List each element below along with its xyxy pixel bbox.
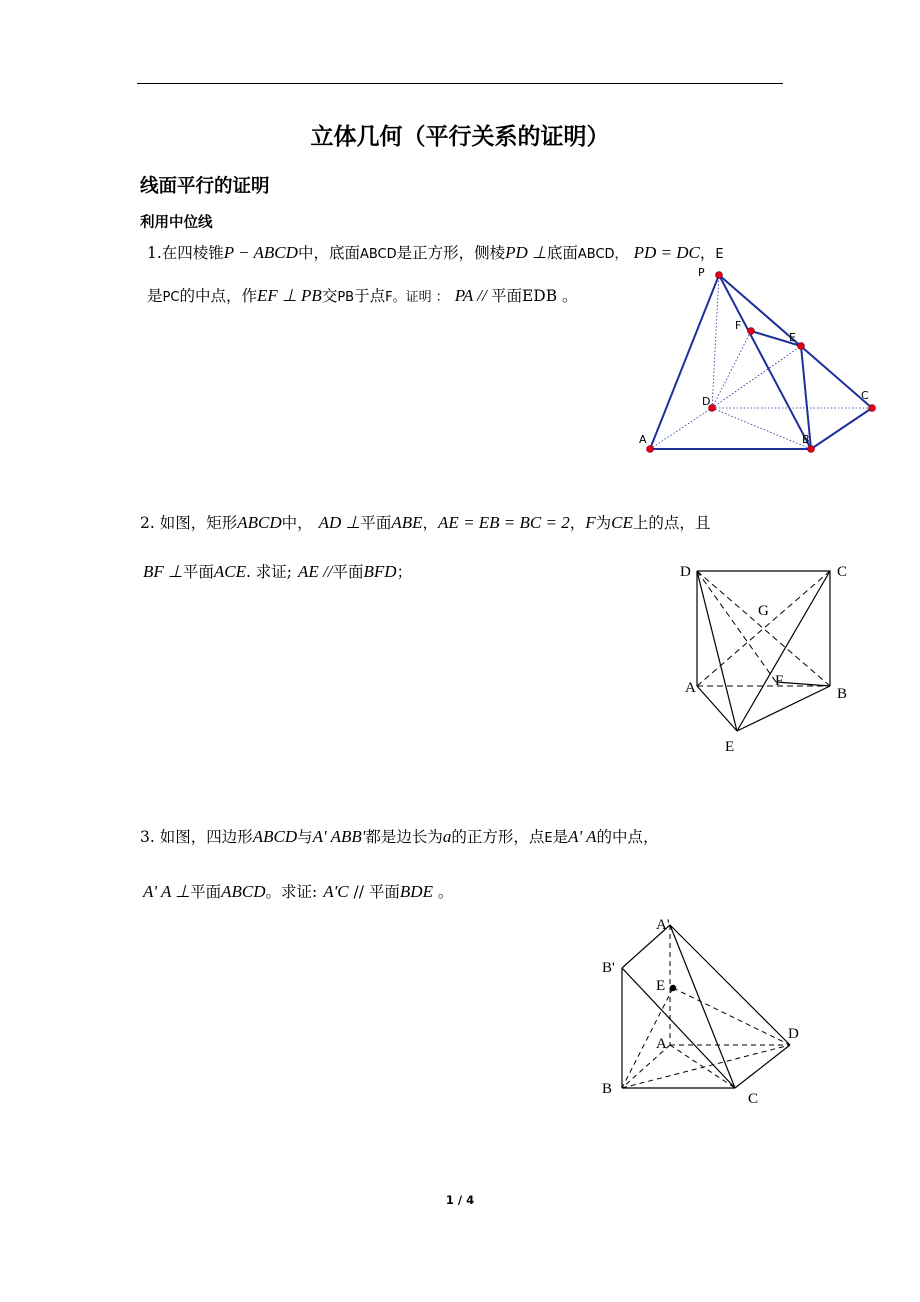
- label-C: C: [861, 389, 869, 402]
- point-E: [670, 985, 676, 991]
- label-E: E: [656, 978, 666, 994]
- page-title: 立体几何（平行关系的证明）: [310, 124, 610, 150]
- label-F: F: [775, 673, 784, 689]
- point-P: [716, 272, 723, 279]
- point-B: [808, 446, 815, 453]
- label-B: B: [602, 1081, 613, 1097]
- label-A: A: [656, 1036, 667, 1052]
- label-A: A: [639, 433, 647, 446]
- label-P: P: [698, 266, 705, 279]
- subsection-heading: 利用中位线: [140, 215, 213, 231]
- label-B: B: [837, 686, 848, 702]
- label-A: A: [685, 680, 696, 696]
- label-E: E: [725, 739, 735, 755]
- label-B1: B': [602, 960, 615, 976]
- problem-1-line-1: 1.在四棱锥P − ABCD中，底面ABCD是正方形，侧棱PD ⊥底面ABCD， PD = DC，E: [147, 243, 724, 262]
- label-A1: A': [656, 917, 670, 933]
- label-D: D: [788, 1026, 799, 1042]
- page-number: 1 / 4: [445, 1193, 475, 1207]
- label-D: D: [680, 564, 691, 580]
- label-E: E: [789, 331, 796, 344]
- figure-2-rectangle-prism: [675, 555, 855, 760]
- problem-3-line-2: A' A ⊥平面ABCD。求证: A'C // 平面BDE 。: [143, 882, 454, 901]
- point-F: [748, 328, 755, 335]
- problem-2-line-2: BF ⊥平面ACE. 求证; AE //平面BFD；: [143, 562, 413, 581]
- problem-3-line-1: 3. 如图，四边形ABCD与A' ABB'都是边长为a的正方形，点E是A' A的中点，: [140, 827, 659, 846]
- problem-2-line-1: 2. 如图，矩形ABCD中， AD ⊥平面ABE，AE = EB = BC = 2，F为CE上的点，且: [140, 513, 711, 532]
- section-heading: 线面平行的证明: [140, 176, 270, 197]
- label-D: D: [702, 395, 711, 408]
- problem-1-line-2: 是PC的中点，作EF ⊥ PB交PB于点F。证明 ： PA // 平面EDB 。: [147, 286, 578, 305]
- label-B: B: [802, 433, 810, 446]
- figure-3-two-squares: [595, 910, 815, 1110]
- point-E: [798, 343, 805, 350]
- label-C: C: [837, 564, 848, 580]
- point-C: [869, 405, 876, 412]
- label-F: F: [735, 319, 742, 332]
- header-rule: [137, 83, 783, 84]
- figure-1-pyramid: [630, 262, 890, 467]
- point-A: [647, 446, 654, 453]
- label-G: G: [758, 603, 769, 619]
- label-C: C: [748, 1091, 759, 1107]
